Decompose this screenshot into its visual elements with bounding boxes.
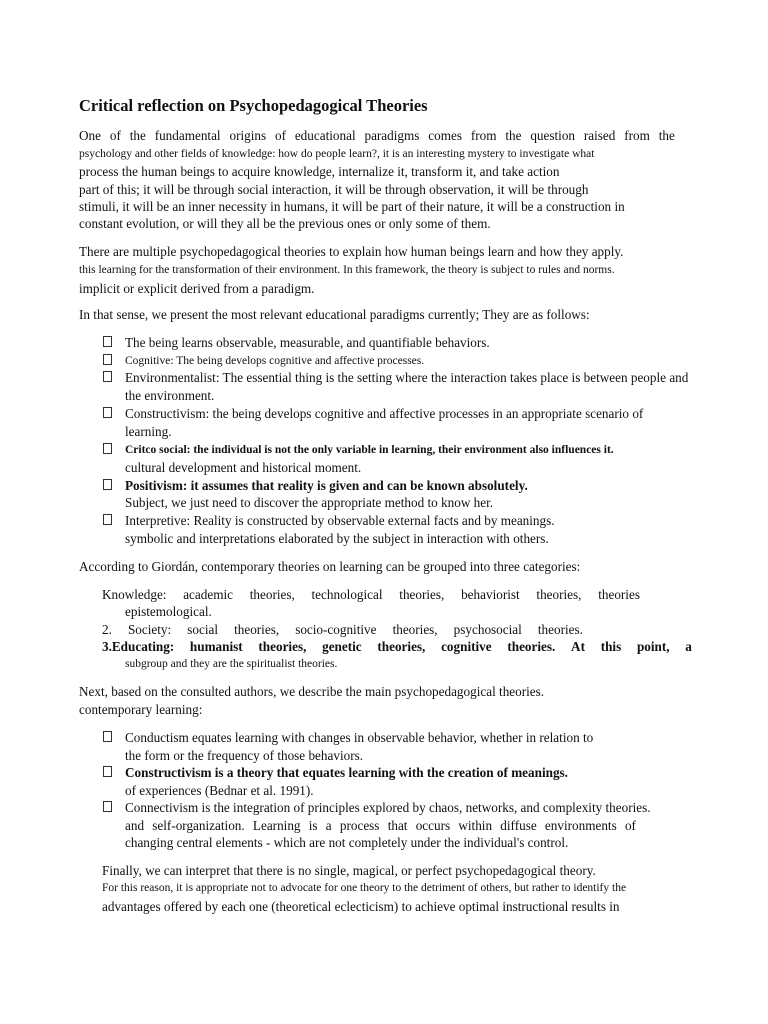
intro-line-1 xyxy=(79,127,675,144)
para2-line-3: implicit or explicit derived from a paradigm. xyxy=(79,281,315,296)
word: origins xyxy=(229,128,267,143)
category-knowledge-cont: epistemological. xyxy=(125,604,212,619)
word: a xyxy=(325,818,332,833)
bullet-icon xyxy=(103,354,112,365)
bullet-icon xyxy=(103,731,112,742)
word: and xyxy=(125,818,145,833)
intro-line-6: constant evolution, or will they all be the previous ones or only some of them. xyxy=(79,216,491,231)
word: behaviorist xyxy=(461,587,520,602)
word: theories xyxy=(598,587,640,602)
word: is xyxy=(308,818,318,833)
word: from xyxy=(624,128,650,143)
paradigm-7-cont: symbolic and interpretations elaborated by the subject in interaction with others. xyxy=(125,531,549,546)
word: socio-cognitive xyxy=(295,622,377,637)
word: theories, xyxy=(399,587,445,602)
word: social xyxy=(187,622,219,637)
word: the xyxy=(129,128,146,143)
bullet-icon xyxy=(103,801,112,812)
bullet-icon xyxy=(103,371,112,382)
word: technological xyxy=(311,587,383,602)
word: cognitive xyxy=(441,639,492,654)
category-educating xyxy=(102,638,692,655)
word: Learning xyxy=(252,818,301,833)
paradigm-1: The being learns observable, measurable, and quantifiable behaviors. xyxy=(125,335,490,350)
word: academic xyxy=(183,587,233,602)
final-line-2: For this reason, it is appropriate not to advocate for one theory to the detriment of others, but rather to identify the xyxy=(102,882,627,894)
paradigm-2: Cognitive: The being develops cognitive and affective processes. xyxy=(125,355,425,367)
final-line-1: Finally, we can interpret that there is no single, magical, or perfect psychopedagogical theory. xyxy=(102,863,596,878)
word: of xyxy=(274,128,286,143)
word: from xyxy=(470,128,497,143)
paradigm-3-cont: the environment. xyxy=(125,388,215,403)
theory-3-cont-2: changing central elements - which are not completely under the individual's control. xyxy=(125,835,569,850)
paradigm-6: Positivism: it assumes that reality is given and can be known absolutely. xyxy=(125,478,528,493)
para2-line-1: There are multiple psychopedagogical theories to explain how human beings learn and how they apply. xyxy=(79,244,624,259)
bullet-icon xyxy=(103,336,112,347)
paradigm-5: Critco social: the individual is not the only variable in learning, their environment also influences it. xyxy=(125,444,614,456)
word: theories, xyxy=(258,639,307,654)
word: theories, xyxy=(392,622,438,637)
word: genetic xyxy=(322,639,362,654)
word: educational xyxy=(294,128,356,143)
word: theories, xyxy=(249,587,295,602)
word: theories, xyxy=(536,587,582,602)
word: humanist xyxy=(189,639,243,654)
bullet-icon xyxy=(103,407,112,418)
word: point, xyxy=(636,639,670,654)
word: of xyxy=(624,818,636,833)
word: One xyxy=(79,128,101,143)
word: environments xyxy=(544,818,617,833)
word: within xyxy=(458,818,493,833)
theory-2-cont: of experiences (Bednar et al. 1991). xyxy=(125,783,314,798)
giordan-intro: According to Giordán, contemporary theories on learning can be grouped into three categories: xyxy=(79,559,581,574)
theory-2: Constructivism is a theory that equates learning with the creation of meanings. xyxy=(125,765,568,780)
paradigm-5-cont: cultural development and historical moment. xyxy=(125,460,362,475)
paradigm-6-cont: Subject, we just need to discover the appropriate method to know her. xyxy=(125,495,494,510)
final-line-3: advantages offered by each one (theoretical eclecticism) to achieve optimal instructional results in xyxy=(102,899,620,914)
bullet-icon xyxy=(103,766,112,777)
word: the xyxy=(658,128,675,143)
next-line-1: Next, based on the consulted authors, we describe the main psychopedagogical theories. xyxy=(79,684,545,699)
category-society xyxy=(102,621,583,638)
word: a xyxy=(685,639,692,654)
theory-3-cont xyxy=(125,817,636,834)
word: Society: xyxy=(127,622,172,637)
word: theories. xyxy=(537,622,583,637)
word: question xyxy=(530,128,576,143)
para3: In that sense, we present the most relevant educational paradigms currently; They are as follows: xyxy=(79,307,590,322)
word: Knowledge: xyxy=(102,587,167,602)
category-educating-cont: subgroup and they are the spiritualist theories. xyxy=(125,658,338,670)
theory-1: Conductism equates learning with changes in observable behavior, whether in relation to xyxy=(125,730,594,745)
intro-line-4: part of this; it will be through social interaction, it will be through observation, it will be through xyxy=(79,182,589,197)
bullet-icon xyxy=(103,514,112,525)
word: that xyxy=(387,818,408,833)
word: 2. xyxy=(102,622,112,637)
word: theories, xyxy=(234,622,280,637)
paradigm-7: Interpretive: Reality is constructed by observable external facts and by meanings. xyxy=(125,513,555,528)
paradigm-4-cont: learning. xyxy=(125,424,172,439)
word: psychosocial xyxy=(453,622,522,637)
word: fundamental xyxy=(154,128,221,143)
word: of xyxy=(109,128,121,143)
paradigm-3: Environmentalist: The essential thing is the setting where the interaction takes place is between people and xyxy=(125,370,689,385)
word: paradigms xyxy=(364,128,420,143)
word: 3.Educating: xyxy=(102,639,175,654)
word: raised xyxy=(583,128,616,143)
intro-line-3: process the human beings to acquire knowledge, internalize it, transform it, and take action xyxy=(79,164,560,179)
intro-line-5: stimuli, it will be an inner necessity in humans, it will be part of their nature, it will be a construction in xyxy=(79,199,625,214)
para2-line-2: this learning for the transformation of their environment. In this framework, the theory is subject to rules and norms. xyxy=(79,264,615,276)
word: theories. xyxy=(507,639,556,654)
theory-1-cont: the form or the frequency of those behaviors. xyxy=(125,748,364,763)
word: occurs xyxy=(415,818,451,833)
word: At xyxy=(571,639,585,654)
intro-line-2: psychology and other fields of knowledge: how do people learn?, it is an interesting mystery to investigate what xyxy=(79,148,595,160)
next-line-2: contemporary learning: xyxy=(79,702,203,717)
document-title: Critical reflection on Psychopedagogical Theories xyxy=(79,96,428,115)
theory-3: Connectivism is the integration of principles explored by chaos, networks, and complexity theories. xyxy=(125,800,651,815)
word: self-organization. xyxy=(152,818,245,833)
word: process xyxy=(339,818,380,833)
paradigm-4: Constructivism: the being develops cognitive and affective processes in an appropriate scenario of xyxy=(125,406,644,421)
category-knowledge xyxy=(102,586,640,603)
word: comes xyxy=(428,128,462,143)
bullet-icon xyxy=(103,443,112,454)
word: the xyxy=(505,128,522,143)
word: diffuse xyxy=(500,818,537,833)
word: this xyxy=(600,639,622,654)
bullet-icon xyxy=(103,479,112,490)
word: theories, xyxy=(377,639,426,654)
